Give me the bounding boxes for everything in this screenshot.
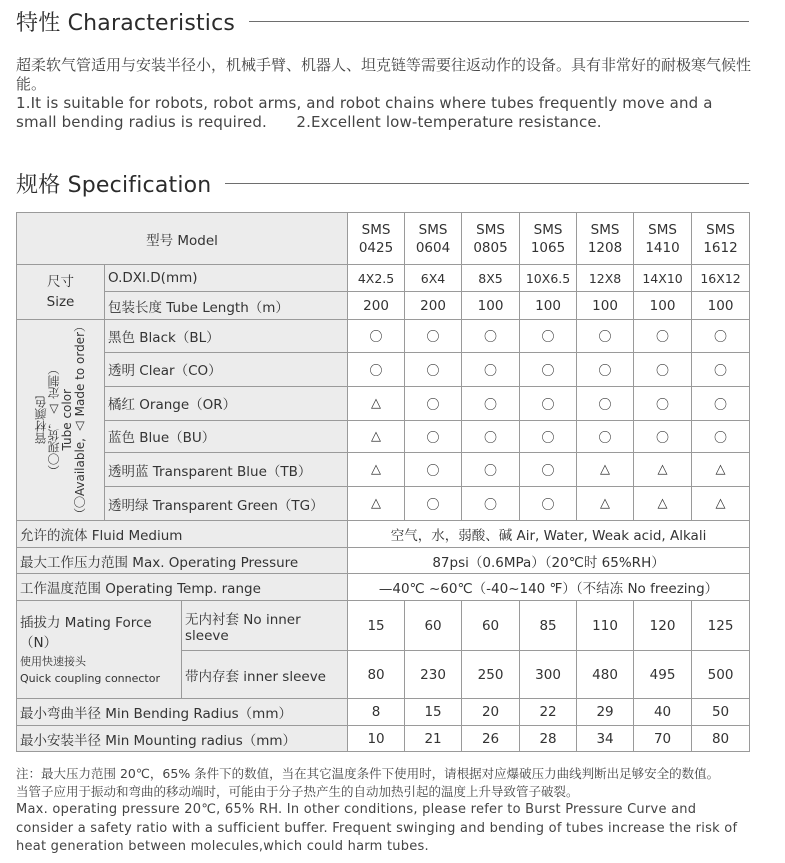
availability-mark: △	[692, 453, 750, 487]
availability-mark: △	[348, 420, 405, 453]
bending-value: 20	[462, 699, 520, 726]
color-row-clear	[17, 352, 750, 386]
availability-mark: 〇	[405, 453, 462, 487]
bending-label: 最小弯曲半径 Min Bending Radius（mm）	[17, 699, 348, 726]
availability-mark: 〇	[634, 420, 692, 453]
model-prefix: SMS	[648, 221, 677, 238]
model-code: 1612	[703, 239, 738, 256]
availability-mark: 〇	[462, 453, 520, 487]
length-value: 100	[577, 292, 634, 320]
availability-mark: 〇	[577, 420, 634, 453]
length-value: 100	[634, 292, 692, 320]
specification-table	[16, 212, 750, 752]
heading-divider	[249, 21, 749, 22]
length-value: 100	[520, 292, 577, 320]
mating-force-sub-en: Quick coupling connector	[20, 671, 160, 685]
color-row-blue	[17, 420, 750, 453]
model-cell	[348, 213, 405, 265]
color-name: 透明蓝 Transparent Blue（TB）	[105, 453, 348, 487]
mating-value: 60	[462, 601, 520, 651]
tube-color-label-en: Tube color	[59, 389, 74, 451]
mating-value: 300	[520, 651, 577, 699]
availability-mark: 〇	[405, 487, 462, 521]
sleeve-label: 带内存套 inner sleeve	[182, 651, 348, 699]
model-prefix: SMS	[590, 221, 620, 238]
model-label: 型号 Model	[17, 213, 348, 265]
color-name: 蓝色 Blue（BU）	[105, 420, 348, 453]
mating-value: 495	[634, 651, 692, 699]
pressure-value: 87psi（0.6MPa）（20℃时 65%RH）	[348, 548, 750, 574]
color-name: 黑色 Black（BL）	[105, 320, 348, 353]
characteristics-en: 1.It is suitable for robots, robot arms, and robot chains where tubes frequently move and a small bending radius is required. 2.Excellent low-temperature resistance.	[16, 94, 718, 131]
temp-label: 工作温度范围 Operating Temp. range	[17, 574, 348, 601]
availability-mark: △	[634, 453, 692, 487]
mating-value: 15	[348, 601, 405, 651]
availability-mark: 〇	[462, 487, 520, 521]
specification-title: 规格 Specification	[16, 173, 212, 198]
availability-mark: 〇	[577, 386, 634, 420]
pressure-label: 最大工作压力范围 Max. Operating Pressure	[17, 548, 348, 574]
temp-row	[17, 574, 750, 601]
availability-mark: 〇	[348, 352, 405, 386]
mounting-value: 26	[462, 726, 520, 752]
length-row	[17, 292, 750, 320]
mating-value: 80	[348, 651, 405, 699]
specification-heading	[16, 168, 749, 199]
temp-value: —40℃ ~60℃（-40~140 ℉）（不结冻 No freezing）	[348, 574, 750, 601]
availability-mark: 〇	[520, 352, 577, 386]
footnote-zh-1: 注：最大压力范围 20℃，65% 条件下的数值，当在其它温度条件下使用时，请根据对应爆破压力曲线判断出足够安全的数值。	[16, 766, 720, 781]
od-value: 4X2.5	[348, 265, 405, 292]
tube-color-label-zh: 管材颜色	[33, 396, 48, 445]
availability-mark: 〇	[405, 420, 462, 453]
model-code: 0805	[473, 239, 508, 256]
color-row-orange	[17, 386, 750, 420]
length-value: 200	[348, 292, 405, 320]
mating-value: 125	[692, 601, 750, 651]
mounting-row	[17, 726, 750, 752]
model-cell	[405, 213, 462, 265]
mating-value: 250	[462, 651, 520, 699]
mating-force-sub-zh: 使用快速接头	[20, 654, 86, 668]
length-value: 100	[462, 292, 520, 320]
availability-mark: 〇	[577, 320, 634, 353]
availability-mark: △	[348, 453, 405, 487]
length-label: 包装长度 Tube Length（m）	[105, 292, 348, 320]
heading-divider	[225, 183, 749, 184]
availability-mark: 〇	[405, 352, 462, 386]
availability-mark: 〇	[348, 320, 405, 353]
availability-mark: 〇	[634, 352, 692, 386]
characteristics-heading	[16, 6, 749, 37]
bending-row	[17, 699, 750, 726]
color-name: 透明 Clear（CO）	[105, 352, 348, 386]
color-row-transparent-blue	[17, 453, 750, 487]
model-code: 0425	[358, 239, 394, 256]
model-prefix: SMS	[418, 221, 448, 238]
mating-value: 120	[634, 601, 692, 651]
model-prefix: SMS	[476, 221, 505, 238]
availability-mark: 〇	[692, 320, 750, 353]
characteristics-text	[16, 56, 756, 132]
od-value: 14X10	[634, 265, 692, 292]
model-code: 1065	[530, 239, 566, 256]
mounting-value: 70	[634, 726, 692, 752]
availability-mark: △	[577, 453, 634, 487]
model-code: 0604	[415, 239, 451, 256]
characteristics-zh: 超柔软气管适用与安装半径小，机械手臂、机器人、坦克链等需要往返动作的设备。具有非常好的耐极寒气候性能。	[16, 56, 752, 93]
color-name: 橘红 Orange（OR）	[105, 386, 348, 420]
availability-mark: 〇	[520, 487, 577, 521]
availability-mark: 〇	[462, 420, 520, 453]
availability-mark: 〇	[634, 386, 692, 420]
mating-value: 500	[692, 651, 750, 699]
pressure-row	[17, 548, 750, 574]
od-value: 6X4	[405, 265, 462, 292]
mating-value: 60	[405, 601, 462, 651]
mating-row-no-sleeve	[17, 601, 750, 651]
tube-color-legend-en: （〇Available, △ Made to order）	[72, 320, 87, 521]
od-value: 12X8	[577, 265, 634, 292]
mounting-value: 80	[692, 726, 750, 752]
availability-mark: 〇	[692, 386, 750, 420]
availability-mark: 〇	[462, 386, 520, 420]
od-value: 8X5	[462, 265, 520, 292]
no-sleeve-label: 无内衬套 No inner sleeve	[182, 601, 348, 651]
model-prefix: SMS	[361, 221, 391, 238]
mating-force-label	[17, 601, 182, 699]
mating-value: 480	[577, 651, 634, 699]
mounting-label: 最小安装半径 Min Mounting radius（mm）	[17, 726, 348, 752]
model-cell	[577, 213, 634, 265]
footnote	[16, 765, 756, 857]
mounting-value: 21	[405, 726, 462, 752]
model-row	[17, 213, 750, 265]
footnote-en: Max. operating pressure 20℃, 65% RH. In other conditions, please refer to Burst Pressure Curve and consider a safety ratio with a sufficient buffer. Frequent swinging and bending of tubes increase the risk of heat generation between molecules,which could harm tubes.	[16, 802, 738, 854]
color-name: 透明绿 Transparent Green（TG）	[105, 487, 348, 521]
availability-mark: △	[692, 487, 750, 521]
availability-mark: 〇	[520, 420, 577, 453]
availability-mark: 〇	[462, 352, 520, 386]
model-prefix: SMS	[706, 221, 735, 238]
mating-value: 85	[520, 601, 577, 651]
availability-mark: 〇	[520, 386, 577, 420]
length-value: 200	[405, 292, 462, 320]
model-code: 1410	[645, 239, 680, 256]
model-cell	[634, 213, 692, 265]
od-row	[17, 265, 750, 292]
fluid-value: 空气，水，弱酸、碱 Air, Water, Weak acid, Alkali	[348, 521, 750, 548]
availability-mark: 〇	[692, 352, 750, 386]
availability-mark: △	[577, 487, 634, 521]
availability-mark: △	[348, 487, 405, 521]
tube-color-label	[17, 320, 105, 521]
availability-mark: 〇	[577, 352, 634, 386]
color-row-transparent-green	[17, 487, 750, 521]
availability-mark: △	[634, 487, 692, 521]
fluid-row	[17, 521, 750, 548]
characteristics-title: 特性 Characteristics	[16, 11, 236, 36]
size-label-en: Size	[46, 294, 75, 310]
availability-mark: 〇	[520, 453, 577, 487]
mating-value: 230	[405, 651, 462, 699]
availability-mark: 〇	[520, 320, 577, 353]
mating-value: 110	[577, 601, 634, 651]
mounting-value: 10	[348, 726, 405, 752]
bending-value: 8	[348, 699, 405, 726]
availability-mark: 〇	[405, 320, 462, 353]
length-value: 100	[692, 292, 750, 320]
od-value: 16X12	[692, 265, 750, 292]
bending-value: 22	[520, 699, 577, 726]
availability-mark: 〇	[634, 320, 692, 353]
od-value: 10X6.5	[520, 265, 577, 292]
model-prefix: SMS	[533, 221, 563, 238]
bending-value: 50	[692, 699, 750, 726]
size-label-zh: 尺寸	[47, 274, 74, 290]
availability-mark: 〇	[462, 320, 520, 353]
footnote-zh-2: 当管子应用于振动和弯曲的移动端时，可能由于分子热产生的自动加热引起的温度上升导致管子破裂。	[16, 784, 579, 799]
od-label: O.DXI.D(mm)	[105, 265, 348, 292]
mounting-value: 34	[577, 726, 634, 752]
tube-color-legend-zh: （〇现货，△ 定制）	[46, 363, 61, 477]
availability-mark: 〇	[692, 420, 750, 453]
model-cell	[520, 213, 577, 265]
model-code: 1208	[587, 239, 623, 256]
mounting-value: 28	[520, 726, 577, 752]
size-label	[17, 265, 105, 320]
availability-mark: 〇	[405, 386, 462, 420]
bending-value: 40	[634, 699, 692, 726]
availability-mark: △	[348, 386, 405, 420]
color-row-black	[17, 320, 750, 353]
fluid-label: 允许的流体 Fluid Medium	[17, 521, 348, 548]
mating-force-title: 插拔力 Mating Force（N）	[20, 614, 152, 651]
bending-value: 15	[405, 699, 462, 726]
model-cell	[462, 213, 520, 265]
bending-value: 29	[577, 699, 634, 726]
model-cell	[692, 213, 750, 265]
